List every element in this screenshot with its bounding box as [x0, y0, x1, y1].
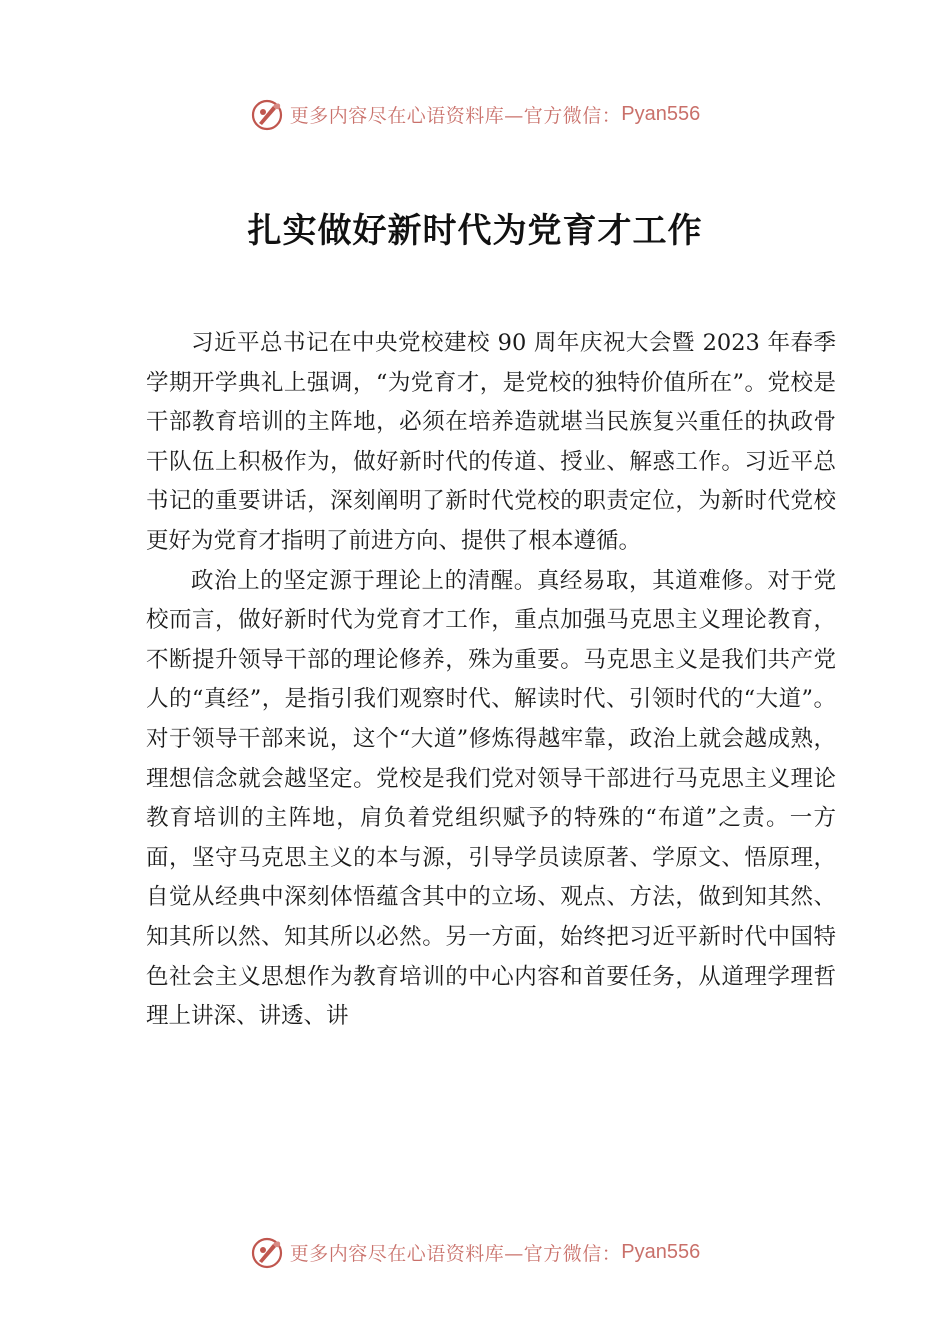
- paragraph-2: 政治上的坚定源于理论上的清醒。真经易取，其道难修。对于党校而言，做好新时代为党育才工作，重点加强马克思主义理论教育，不断提升领导干部的理论修养，殊为重要。马克思主义是我们共产党人的“真经”，是指引我们观察时代、解读时代、引领时代的“大道”。对于领导干部来说，这个“大道”修炼得越牢靠，政治上就会越成熟，理想信念就会越坚定。党校是我们党对领导干部进行马克思主义理论教育培训的主阵地，肩负着党组织赋予的特殊的“布道”之责。一方面，坚守马克思主义的本与源，引导学员读原著、学原文、悟原理，自觉从经典中深刻体悟蕴含其中的立场、观点、方法，做到知其然、知其所以然、知其所以必然。另一方面，始终把习近平新时代中国特色社会主义思想作为教育培训的中心内容和首要任务，从道理学理哲理上讲深、讲透、讲: [146, 567, 836, 1030]
- footer-watermark: [0, 1232, 950, 1272]
- document-title: 扎实做好新时代为党育才工作: [247, 211, 703, 251]
- header-watermark: [0, 94, 950, 134]
- quill-circle-icon: [250, 97, 284, 131]
- paragraph-1: 习近平总书记在中央党校建校 90 周年庆祝大会暨 2023 年春季学期开学典礼上强调，“为党育才，是党校的独特价值所在”。党校是干部教育培训的主阵地，必须在培养造就堪当民族复兴重任的执政骨干队伍上积极作为，做好新时代的传道、授业、解惑工作。习近平总书记的重要讲话，深刻阐明了新时代党校的职责定位，为新时代党校更好为党育才指明了前进方向、提供了根本遵循。: [146, 330, 836, 554]
- document-body: [146, 324, 836, 1037]
- watermark-text: 更多内容尽在心语资料库—官方微信：: [289, 104, 622, 127]
- quill-circle-icon: [250, 1235, 284, 1269]
- watermark-wechat-id: Pyan556: [621, 1240, 701, 1263]
- watermark-text: 更多内容尽在心语资料库—官方微信：: [289, 1242, 622, 1265]
- watermark-wechat-id: Pyan556: [621, 102, 701, 125]
